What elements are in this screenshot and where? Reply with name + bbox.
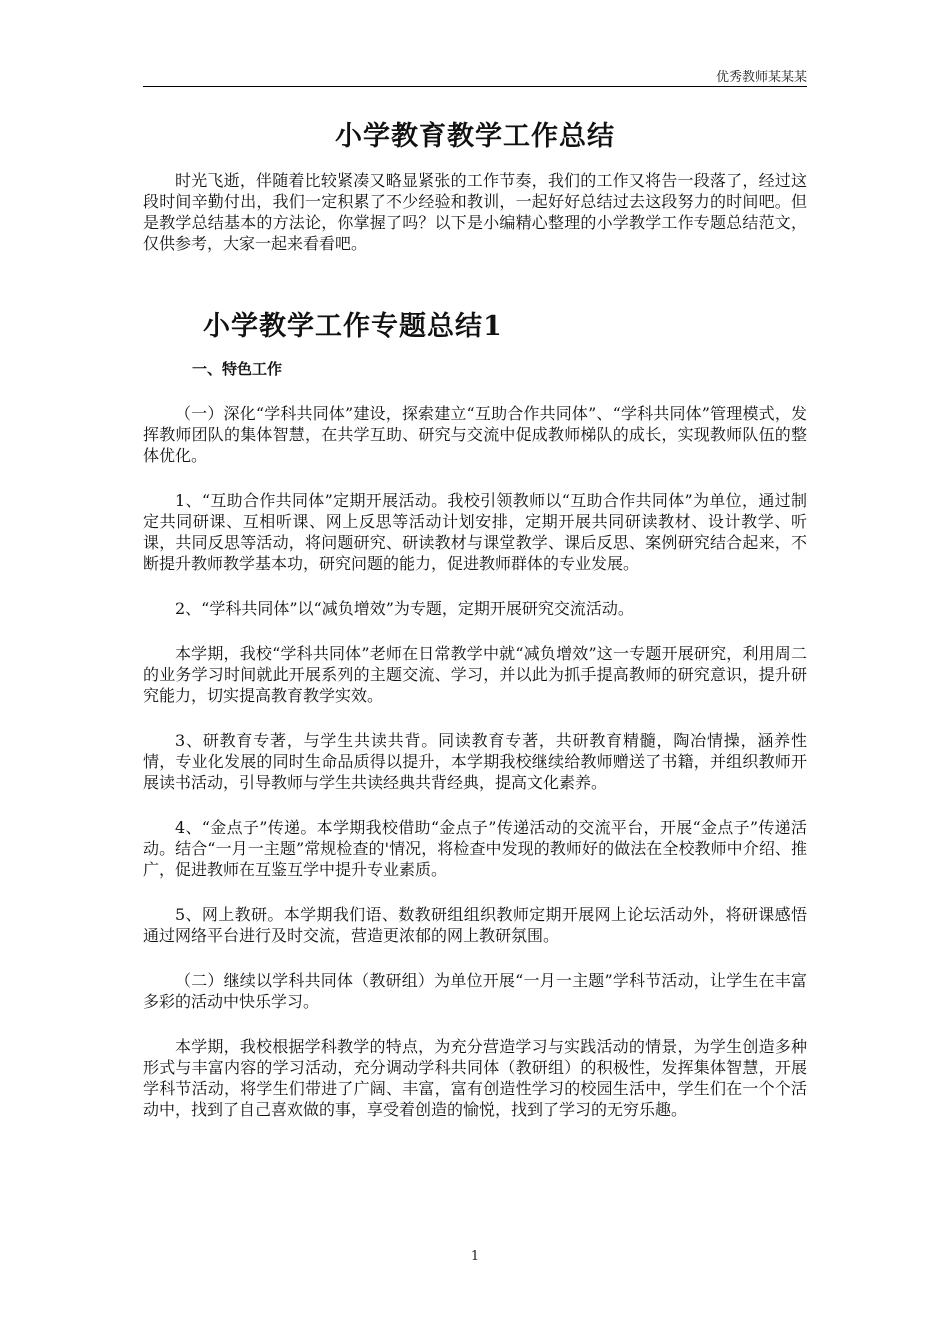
paragraph: （一）深化“学科共同体”建设，探索建立“互助合作共同体”、“学科共同体”管理模式，发挥教师团队的集体智慧，在共学互助、研究与交流中促成教师梯队的成长，实现教师队伍的整体优化。: [143, 404, 807, 465]
paragraph: 1、“互助合作共同体”定期开展活动。我校引领教师以“互助合作共同体”为单位，通过制定共同研课、互相听课、网上反思等活动计划安排，定期开展共同研读教材、设计教学、听课，共同反思等活动，将问题研究、研读教材与课堂教学、课后反思、案例研究结合起来，不断提升教师教学基本功，研究问题的能力，促进教师群体的专业发展。: [143, 491, 807, 573]
subsection-heading: 一、特色工作: [192, 360, 283, 378]
intro-paragraph: 时光飞逝，伴随着比较紧凑又略显紧张的工作节奏，我们的工作又将告一段落了，经过这段时间辛勤付出，我们一定积累了不少经验和教训，一起好好总结过去这段努力的时间吧。但是教学总结基本的方法论，你掌握了吗？以下是小编精心整理的小学教学工作专题总结范文，仅供参考，大家一起来看看吧。: [143, 171, 807, 253]
paragraph: 4、“金点子”传递。本学期我校借助“金点子”传递活动的交流平台，开展“金点子”传递活动。结合“一月一主题”常规检查的'情况，将检查中发现的教师好的做法在全校教师中介绍、推广，促进教师在互鉴互学中提升专业素质。: [143, 818, 807, 879]
paragraph: 本学期，我校根据学科教学的特点，为充分营造学习与实践活动的情景，为学生创造多种形式与丰富内容的学习活动，充分调动学科共同体（教研组）的积极性，发挥集体智慧，开展学科节活动，将学生们带进了广阔、丰富，富有创造性学习的校园生活中，学生们在一个个活动中，找到了自己喜欢做的事，享受着创造的愉悦，找到了学习的无穷乐趣。: [143, 1037, 807, 1119]
header-divider: [143, 86, 807, 87]
paragraph: 本学期，我校“学科共同体”老师在日常教学中就“减负增效”这一专题开展研究，利用周二的业务学习时间就此开展系列的主题交流、学习，并以此为抓手提高教师的研究意识，提升研究能力，切实提高教育教学实效。: [143, 644, 807, 705]
intro-block: [143, 170, 807, 278]
page-number: 1: [470, 1249, 480, 1264]
page-header-author: 优秀教师某某某: [715, 70, 807, 85]
paragraph: 2、“学科共同体”以“减负增效”为专题，定期开展研究交流活动。: [175, 599, 634, 618]
body-text: [143, 403, 807, 1144]
paragraph: （二）继续以学科共同体（教研组）为单位开展“一月一主题”学科节活动，让学生在丰富多彩的活动中快乐学习。: [143, 971, 807, 1011]
section-title: 小学教学工作专题总结1: [203, 311, 503, 342]
document-title: 小学教育教学工作总结: [335, 121, 615, 152]
paragraph: 3、研教育专著，与学生共读共背。同读教育专著，共研教育精髓，陶冶情操，涵养性情，专业化发展的同时生命品质得以提升，本学期我校继续给教师赠送了书籍，并组织教师开展读书活动，引导教师与学生共读经典共背经典，提高文化素养。: [143, 731, 807, 792]
paragraph: 5、网上教研。本学期我们语、数教研组组织教师定期开展网上论坛活动外，将研课感悟通过网络平台进行及时交流，营造更浓郁的网上教研氛围。: [143, 905, 807, 945]
